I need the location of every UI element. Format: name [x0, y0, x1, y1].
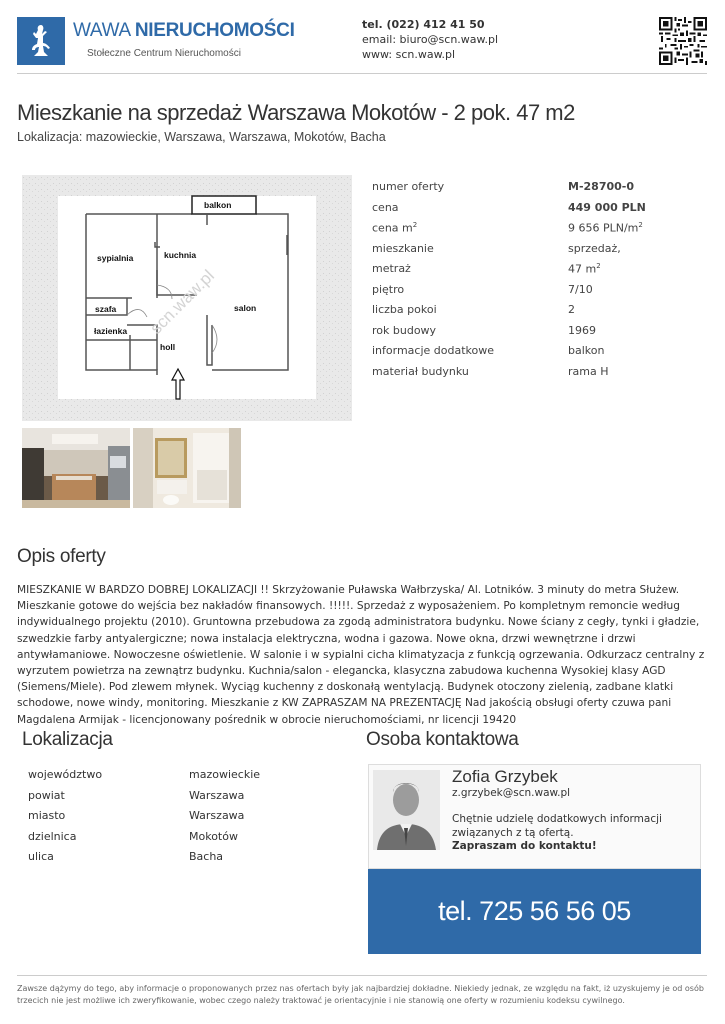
agent-cta: Zapraszam do kontaktu! — [452, 840, 597, 852]
param-row-price — [372, 199, 672, 220]
param-key: materiał budynku — [372, 364, 469, 378]
location-heading: Lokalizacja — [22, 729, 113, 750]
location-value: Bacha — [189, 850, 224, 863]
photo-thumbnail-kitchen[interactable] — [22, 428, 130, 508]
footer-divider — [17, 975, 707, 976]
param-key: piętro — [372, 282, 405, 296]
param-row-area — [372, 260, 672, 281]
floor-plan-image[interactable] — [22, 175, 352, 421]
param-key: informacje dodatkowe — [372, 344, 495, 357]
location-key: dzielnica — [28, 829, 77, 843]
location-value: Warszawa — [189, 809, 245, 822]
param-key: cena $m^2$ — [372, 221, 418, 235]
brand-name: WAWA NIERUCHOMOŚCI — [73, 20, 295, 41]
office-phone[interactable]: tel. (022) 412 41 50 — [362, 18, 485, 31]
param-value: 9 656 PLN/$m^2$ — [568, 221, 643, 235]
param-key: rok budowy — [372, 323, 437, 337]
location-row-voivodeship — [28, 767, 268, 788]
page-title: Mieszkanie na sprzedaż Warszawa Mokotów - 2 pok. 47 m2 — [17, 100, 575, 125]
param-key: metraż — [372, 262, 411, 275]
param-key: numer oferty — [372, 180, 445, 193]
param-value: 47 $m^2$ — [568, 262, 601, 276]
param-row-type — [372, 240, 672, 261]
param-row-offer-number — [372, 178, 672, 199]
agent-name: Zofia Grzybek — [452, 767, 558, 786]
param-row-rooms — [372, 301, 672, 322]
location-value: mazowieckie — [189, 768, 261, 781]
param-value: rama H — [568, 364, 609, 378]
plan-label-lazienka: łazienka — [94, 326, 128, 336]
description-heading: Opis oferty — [17, 546, 106, 567]
param-row-extra-info — [372, 342, 672, 363]
footer-disclaimer: Zawsze dążymy do tego, aby informacje o proponowanych przez nas ofertach były jak najbardziej dokładne. Niekiedy jednak, ze względu na fakt, iż uzyskujemy je od osób trzecich nie jest możliwe ich zweryfikowanie, wobec czego należy traktować je orientacyjnie i nie stanowią one oferty w rozumieniu kodeksu cywilnego. — [17, 984, 704, 1005]
param-value: 7/10 — [568, 282, 593, 296]
agent-email[interactable]: z.grzybek@scn.waw.pl — [452, 787, 571, 799]
plan-label-holl: holl — [160, 342, 176, 352]
office-contact — [362, 17, 498, 62]
agent-info-text: Chętnie udzielę dodatkowych informacji związanych z tą ofertą. — [452, 813, 662, 839]
location-table — [28, 767, 268, 870]
location-key: województwo — [28, 768, 103, 781]
param-value: 2 — [568, 303, 575, 316]
plan-label-sypialnia: sypialnia — [97, 253, 134, 263]
offer-params-table — [372, 178, 672, 383]
agent-phone-box[interactable] — [368, 869, 701, 954]
param-value: sprzedaż, — [568, 241, 621, 255]
location-line: Lokalizacja: mazowieckie, Warszawa, Warszawa, Mokotów, Bacha — [17, 130, 386, 144]
param-key: cena — [372, 200, 399, 214]
office-email[interactable]: email: biuro@scn.waw.pl — [362, 33, 499, 46]
photo-thumbnail-bathroom[interactable] — [133, 428, 241, 508]
header-divider — [17, 73, 707, 74]
param-row-material — [372, 363, 672, 384]
param-key: mieszkanie — [372, 241, 434, 255]
param-row-floor — [372, 281, 672, 302]
description-text: MIESZKANIE W BARDZO DOBREJ LOKALIZACJI !! Skrzyżowanie Puławska Wałbrzyska/ Al. Lotników. 3 minuty do metra Służew. Mieszkanie gotowe do wejścia bez nakładów finansowych. !!!!!. Sprzedaż z wyposażeniem. Po kompletnym remoncie według indywidualnego projektu (2010). Gruntowna przebudowa za zgodą administratora budynku. Nowe ściany z cegły, tynki i gładzie, szwedzkie farby antyalergiczne; nowa instalacja elektryczna, wodna i gazowa. Nowe okna, drzwi wewnętrzne i drzwi antywłamaniowe. Nowoczesne oświetlenie. W salonie i w sypialni cicha klimatyzacja z funkcją ogrzewania. Odkurzacz centralny z wyrzutem powietrza na zewnątrz budynku. Kuchnia/salon - elegancka, klasyczna zabudowa kuchenna Wysokiej klasy AGD (Siemens/Miele). Pod zlewem młynek. Wyciąg kuchenny z doskonałą wentylacją. Budynek otoczony zielenią, zadbane klatki schodowe, nowe windy, monitoring. Mieszkanie z KW ZAPRASZAM NA PREZENTACJĘ Nad jakością obsługi oferty czuwa pani Magdalena Armijak - licencjonowany pośrednik w obrocie nieruchomościami, nr licencji 19420 — [17, 584, 705, 726]
agent-phone[interactable]: tel. 725 56 56 05 — [438, 896, 631, 926]
location-key: powiat — [28, 788, 65, 802]
location-row-county — [28, 788, 268, 809]
plan-label-balkon: balkon — [204, 200, 232, 210]
qr-code-icon — [659, 17, 707, 65]
location-row-street — [28, 849, 268, 870]
param-value: 449 000 PLN — [568, 200, 646, 214]
param-row-price-per-m2 — [372, 219, 672, 240]
param-key: liczba pokoi — [372, 303, 437, 316]
location-row-district — [28, 829, 268, 850]
param-value: 1969 — [568, 323, 596, 337]
agent-avatar — [373, 770, 440, 850]
plan-label-salon: salon — [234, 303, 257, 313]
plan-label-szafa: szafa — [95, 304, 117, 314]
contact-heading: Osoba kontaktowa — [366, 729, 519, 750]
plan-label-kuchnia: kuchnia — [164, 250, 197, 260]
location-value: Warszawa — [189, 788, 245, 802]
location-value: Mokotów — [189, 829, 238, 843]
plan-watermark: scn.waw.pl — [146, 266, 218, 338]
logo-icon — [17, 17, 65, 65]
param-value: balkon — [568, 344, 605, 357]
brand-subtitle: Stołeczne Centrum Nieruchomości — [87, 48, 241, 59]
param-row-year-built — [372, 322, 672, 343]
office-www[interactable]: www: scn.waw.pl — [362, 48, 456, 61]
location-key: ulica — [28, 850, 54, 863]
param-value: M-28700-0 — [568, 180, 634, 193]
agent-info — [452, 813, 692, 854]
location-key: miasto — [28, 809, 66, 822]
location-row-city — [28, 808, 268, 829]
